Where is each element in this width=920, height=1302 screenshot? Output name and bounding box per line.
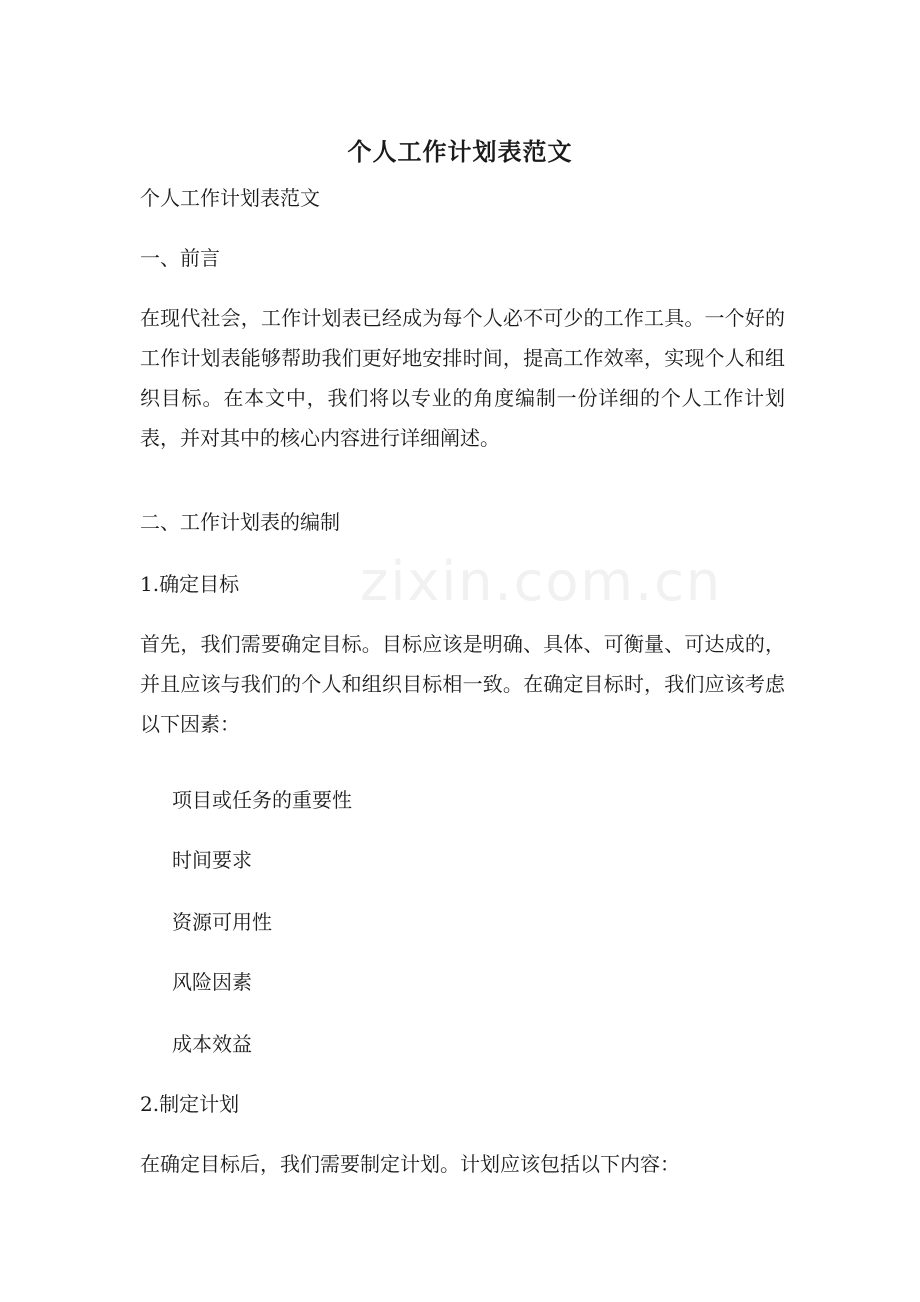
factor-item: 成本效益 — [172, 1032, 252, 1056]
preface-paragraph: 在现代社会，工作计划表已经成为每个人必不可少的工作工具。一个好的工作计划表能够帮助我们更好地安排时间，提高工作效率，实现个人和组织目标。在本文中，我们将以专业的角度编制一份详细的个人工作计划表，并对其中的核心内容进行详细阐述。 — [140, 306, 785, 450]
factor-item: 风险因素 — [172, 970, 252, 994]
factor-item: 资源可用性 — [172, 910, 272, 934]
section-heading-plan-compilation: 二、工作计划表的编制 — [140, 510, 340, 534]
subtitle: 个人工作计划表范文 — [140, 186, 320, 210]
factor-item: 项目或任务的重要性 — [172, 788, 352, 812]
section-heading-preface: 一、前言 — [140, 246, 220, 270]
subsection-heading-make-plan: 2.制定计划 — [140, 1092, 240, 1116]
factor-item: 时间要求 — [172, 848, 252, 872]
subsection-heading-set-goals: 1.确定目标 — [140, 572, 240, 596]
set-goals-paragraph: 首先，我们需要确定目标。目标应该是明确、具体、可衡量、可达成的，并且应该与我们的个人和组织目标相一致。在确定目标时，我们应该考虑以下因素： — [140, 632, 785, 736]
make-plan-paragraph: 在确定目标后，我们需要制定计划。计划应该包括以下内容： — [140, 1152, 680, 1176]
document-title: 个人工作计划表范文 — [347, 137, 573, 167]
watermark: zixin.com.cn — [360, 550, 723, 613]
